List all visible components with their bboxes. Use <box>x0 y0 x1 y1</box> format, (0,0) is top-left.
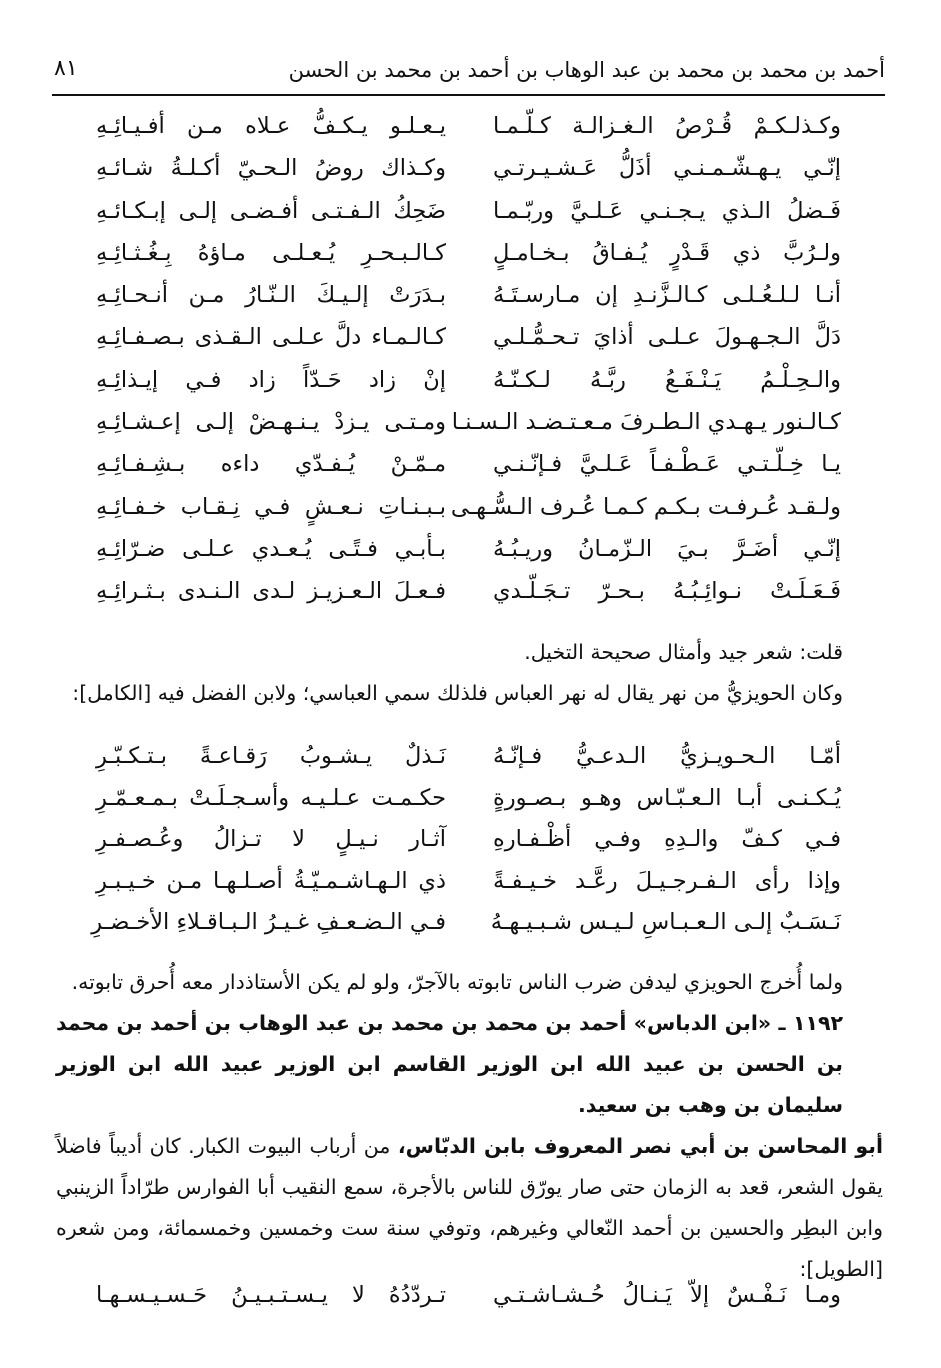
first-hemistich: فَـضلُ الـذي يـجـنـي عَـلـيَّ وربّـمـا <box>493 197 841 224</box>
second-hemistich: نَـذلٌ يـشـوبُ رَقـاعـةً بـتـكـبّـرِ <box>96 743 446 769</box>
second-hemistich: كـالـبـحـرِ يُـعـلـى مـاؤهُ بِـغُـثـائِـهِ <box>96 239 446 266</box>
verse-line <box>91 909 841 951</box>
entry-kunya: أبو المحاسن بن أبي نصر المعروف بابن الدبّاس، <box>397 1134 883 1158</box>
second-hemistich: إنْ زاد حَـدّاً زاد فـي إيـذائِـهِ <box>96 366 446 393</box>
first-hemistich: وكـذلـكـمْ قُـرْصُ الـغـزالـة كـلّـمـا <box>493 113 841 139</box>
second-hemistich: فـعـلَ الـعـزيـز لـدى الـنـدى بـثـرائِـهِ <box>96 578 446 605</box>
first-hemistich: والـحِـلْـمُ يَـنْـفَـعُ ربَّـهُ لـكـنّـهُ <box>493 366 841 393</box>
poem-block-2 <box>91 743 841 951</box>
first-hemistich: أمّـا الـحـويـزيُّ الـدعـيُّ فـإنّـهُ <box>493 743 841 769</box>
first-hemistich: يُـكـنـى أبـا الـعـبّـاس وهـو بـصـورةٍ <box>493 784 841 811</box>
first-hemistich: نَـسَـبٌ إلـى الـعـبـاسِ لـيـس شـبـيـهـهُ <box>490 909 841 936</box>
second-hemistich: بـبـنـاتِ نـعـشٍ فـي نِـقـاب خـفـائِـهِ <box>96 493 446 520</box>
first-hemistich: ومـا نَـفْـسٌ إلاّ يَـنـالُ حُـشـاشـتـي <box>493 1282 841 1308</box>
first-hemistich: أنـا لـلـعُـلـى كـالـزَّنـدِ إن مـارسـتَـهُ <box>493 282 841 309</box>
commentary-block <box>56 632 883 714</box>
second-hemistich: آثـار نـيـلٍ لا تـزالُ وعُـصـفـرِ <box>96 826 446 853</box>
first-hemistich: إنّـي يـهـشّـمـنـي أذَلُّ عَـشـيـرتـي <box>493 155 841 182</box>
entry-body <box>56 1126 883 1290</box>
page-number: ٨١ <box>54 56 78 81</box>
verse-line <box>96 409 841 451</box>
second-hemistich: ضَحِكُ الـفـتـى أفـضـى إلـى إبـكـائـهِ <box>96 197 446 224</box>
comment-line: قلت: شعر جيد وأمثال صحيحة التخيل. <box>524 640 843 664</box>
entry-text: من أرباب البيوت الكبار. كان أديباً فاضلاً يقول الشعر، قعد به الزمان حتى صار يورّق للناس بالأجرة، سمع النقيب أبا الفوارس طرّاداً الزينبي وابن البطِر والحسين بن أحمد النّعالي وغيرهم، وتوفي سنة ست وخمسين وخمسمائة، ومن شعره [الطويل]: <box>56 1134 883 1281</box>
verse-line <box>96 198 841 240</box>
verse-line <box>96 536 841 578</box>
second-hemistich: ومـتـى يـزدْ يـنـهـضْ إلـى إعـشـائِـهِ <box>96 409 446 436</box>
first-hemistich: ولـرُبَّ ذي قَـدْرٍ يُـفـاقُ بـخـامـلٍ <box>493 239 841 266</box>
first-hemistich: فَـعَـلَـتْ نـوائِـبُـهُ بـحـرّ تـجَـلّـدي <box>493 578 841 605</box>
paragraph: ولما أُخرج الحويزي ليدفن ضرب الناس تابوته بالآجرّ، ولو لم يكن الأستاذدار معه أُحرق تابوته. <box>71 970 843 994</box>
verse-line <box>96 367 841 409</box>
verse-line <box>96 578 841 620</box>
verse-line <box>96 743 841 785</box>
second-hemistich: يـعـلـو يـكـفُّ عـلاه مـن أفـيـائِـهِ <box>96 113 446 139</box>
verse-line <box>96 113 841 155</box>
prose-block <box>56 962 883 1290</box>
entry-heading: ١١٩٢ ـ «ابن الدباس» أحمد بن محمد بن محمد بن عبد الوهاب بن أحمد بن محمد بن الحسن بن عبيد الله ابن الوزير القاسم ابن الوزير عبيد الله ابن الوزير سليمان بن وهب بن سعيد. <box>56 1011 843 1117</box>
second-hemistich: فـي الـضـعـفِ غـيـرُ الـبـاقـلاءِ الأخـضـرِ <box>91 909 446 936</box>
first-hemistich: إنّـي أضَـرَّ بـيَ الـزّمـانُ وريـبُـهُ <box>493 535 841 562</box>
verse-line <box>96 494 841 536</box>
verse-line <box>96 868 841 910</box>
first-hemistich: دَلَّ الـجـهـولَ عـلـى أذايَ تـحـمُّـلـي <box>493 324 841 351</box>
second-hemistich: بـأبـي فـتًـى يُـعـدي عـلـى ضـرّائِـهِ <box>96 535 446 562</box>
verse-line <box>96 826 841 868</box>
second-hemistich: مـمّـنْ يُـفـدّي داءه بـشِـفـائِـهِ <box>96 451 446 478</box>
verse-line <box>96 240 841 282</box>
second-hemistich: تـردّدُهُ لا يـسـتـبـيـنُ حَـسـيـسـهـا <box>96 1282 446 1308</box>
second-hemistich: ذي الـهـاشـمـيّـةُ أصـلـهـا مـن خـيـبـرِ <box>96 867 446 894</box>
verse-line <box>96 785 841 827</box>
paragraph: وكان الحويزيُّ من نهر يقال له نهر العباس فلذلك سمي العباسي؛ ولابن الفضل فيه [الكامل]: <box>72 681 843 705</box>
verse-line <box>96 282 841 324</box>
second-hemistich: كـالـمـاء دلَّ عـلـى الـقـذى بـصـفـائِـهِ <box>96 324 446 351</box>
poem-block-1 <box>96 113 841 621</box>
second-hemistich: بـدَرَتْ إلـيـكَ الـنّـارُ مـن أنـحـائِـهِ <box>96 282 446 309</box>
page-header <box>52 52 885 96</box>
verse-line <box>96 324 841 366</box>
first-hemistich: فـي كـفّ والـدِهِ وفـي أظْـفـارهِ <box>493 826 841 853</box>
running-head: أحمد بن محمد بن محمد بن عبد الوهاب بن أحمد بن محمد بن الحسن <box>288 58 885 82</box>
second-hemistich: وكـذاك روضُ الـحـيّ أكـلـةُ شـائـهِ <box>96 155 446 182</box>
verse-line <box>96 155 841 197</box>
first-hemistich: وإذا رأى الـفـرجـيـلَ رعَّـد خـيـفـةً <box>493 867 841 894</box>
verse-line <box>96 451 841 493</box>
first-hemistich: ولـقـد عُـرفـت بـكـم كـمـا عُـرف الـسُّـهـى <box>450 493 841 520</box>
first-hemistich: كـالـنور يـهـدي الـطـرفَ مـعـتـضـد الـسـنـا <box>451 409 841 436</box>
second-hemistich: حكـمـت عـلـيـه وأسـجـلَـتْ بـمـعـمّـرِ <box>96 784 446 811</box>
first-hemistich: يـا خِـلّـتـي عَـطْـفـاً عَـلـيَّ فـإنّـنـي <box>493 451 841 478</box>
